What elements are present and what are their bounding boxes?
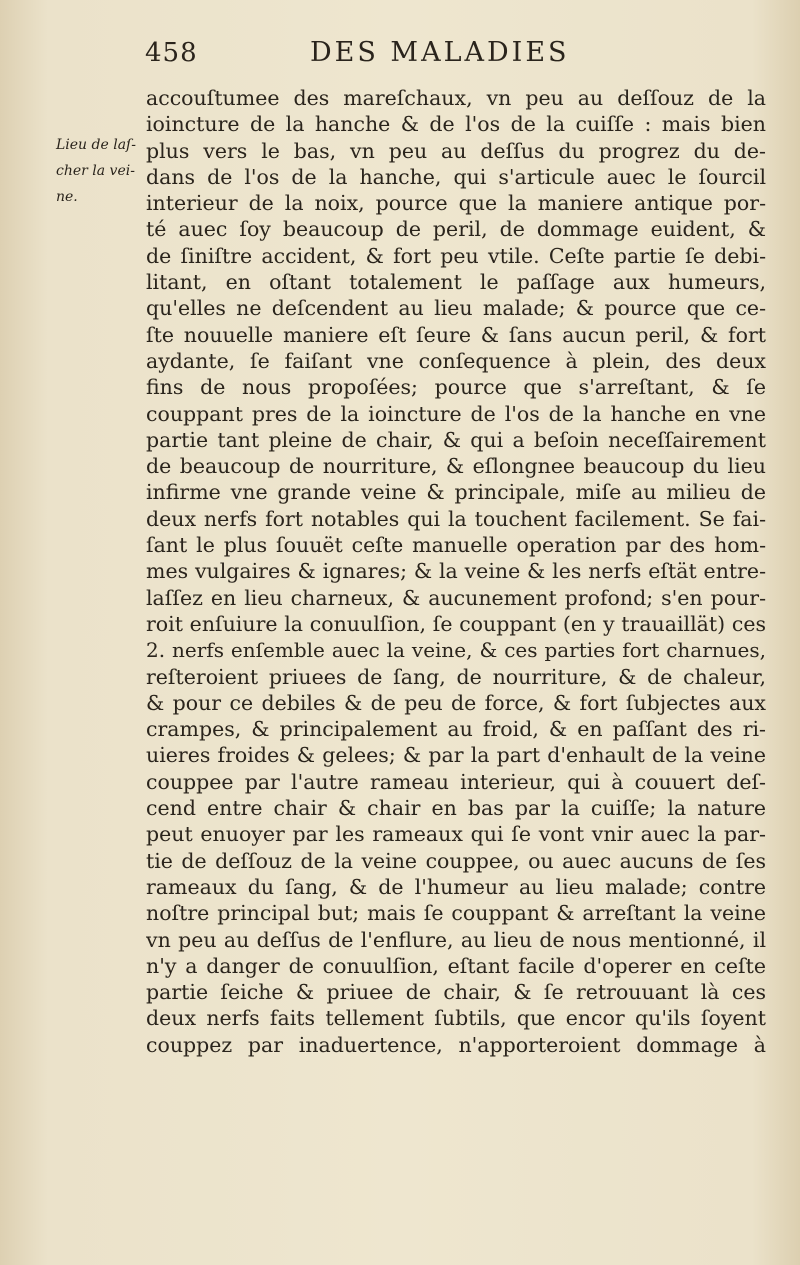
text-line: reſteroient priuees de ſang, de nourriture, & de chaleur,: [146, 664, 766, 689]
text-line: & pour ce debiles & de peu de force, & fort ſubjectes aux: [146, 690, 766, 715]
text-line: deux nerfs faits tellement ſubtils, que encor qu'ils ſoyent: [146, 1006, 766, 1031]
margin-note-line: cher la vei-: [56, 163, 135, 179]
text-line: té auec ſoy beaucoup de peril, de dommage euident, &: [146, 217, 766, 242]
margin-note: [56, 132, 136, 210]
text-line: mes vulgaires & ignares; & la veine & les nerfs eſtät entre-: [146, 559, 766, 584]
text-line: partie tant pleine de chair, & qui a beſoin neceſſairement: [146, 427, 766, 452]
text-line: n'y a danger de conuulſion, eſtant facile d'operer en ceſte: [146, 953, 766, 978]
text-line: couppant pres de la ioincture de l'os de la hanche en vne: [146, 401, 766, 426]
text-line: 2. nerfs enſemble auec la veine, & ces parties fort charnues,: [146, 638, 766, 663]
text-line: couppee par l'autre rameau interieur, qui à couuert deſ-: [146, 769, 766, 794]
margin-note-line: Lieu de laſ-: [56, 137, 136, 153]
text-line: dans de l'os de la hanche, qui s'articule auec le ſourcil: [146, 164, 766, 189]
text-line: ioincture de la hanche & de l'os de la cuiſſe : mais bien: [146, 112, 766, 137]
text-line: vn peu au deſſus de l'enflure, au lieu de nous mentionné, il: [146, 927, 766, 952]
text-line: interieur de la noix, pource que la maniere antique por-: [146, 191, 766, 216]
text-line: accouſtumee des mareſchaux, vn peu au deſſouz de la: [146, 86, 766, 110]
body-text: [146, 85, 766, 1058]
text-line: laſſez en lieu charneux, & aucunement profond; s'en pour-: [146, 585, 766, 610]
text-line: crampes, & principalement au froid, & en paſſant des ri-: [146, 717, 766, 742]
text-line: partie ſeiche & priuee de chair, & ſe retrouuant là ces: [146, 980, 766, 1005]
text-line: qu'elles ne deſcendent au lieu malade; & pource que ce-: [146, 296, 766, 321]
text-line: fins de nous propoſées; pource que s'arreſtant, & ſe: [146, 375, 766, 400]
page-number: 458: [145, 38, 198, 68]
text-line: de ſiniſtre accident, & fort peu vtile. Ceſte partie ſe debi-: [146, 243, 766, 268]
text-line: aydante, ſe faiſant vne conſequence à plein, des deux: [146, 348, 766, 373]
text-line: ſant le plus ſouuët ceſte manuelle operation par des hom-: [146, 533, 766, 558]
text-line: ſte nouuelle maniere eſt ſeure & ſans aucun peril, & fort: [146, 322, 766, 347]
text-line: cend entre chair & chair en bas par la cuiſſe; la nature: [146, 796, 766, 821]
text-line: tie de deſſouz de la veine couppee, ou auec aucuns de ſes: [146, 848, 766, 873]
text-line: noſtre principal but; mais ſe couppant & arreſtant la veine: [146, 901, 766, 926]
text-line: roit enſuiure la conuulſion, ſe couppant (en y trauaillät) ces: [146, 611, 766, 636]
text-line: de beaucoup de nourriture, & eſlongnee beaucoup du lieu: [146, 454, 766, 479]
text-line: deux nerfs fort notables qui la touchent facilement. Se fai-: [146, 506, 766, 531]
text-line: plus vers le bas, vn peu au deſſus du progrez du de-: [146, 138, 766, 163]
running-head: DES MALADIES: [310, 37, 570, 68]
text-line: infirme vne grande veine & principale, miſe au milieu de: [146, 480, 766, 505]
text-line: rameaux du ſang, & de l'humeur au lieu malade; contre: [146, 874, 766, 899]
margin-note-line: ne.: [56, 189, 78, 205]
text-line: uieres froides & gelees; & par la part d'enhault de la veine: [146, 743, 766, 768]
text-line: couppez par inaduertence, n'apporteroient dommage à: [146, 1032, 766, 1057]
text-line: peut enuoyer par les rameaux qui ſe vont vnir auec la par-: [146, 822, 766, 847]
text-line: litant, en oſtant totalement le paſſage aux humeurs,: [146, 270, 766, 295]
